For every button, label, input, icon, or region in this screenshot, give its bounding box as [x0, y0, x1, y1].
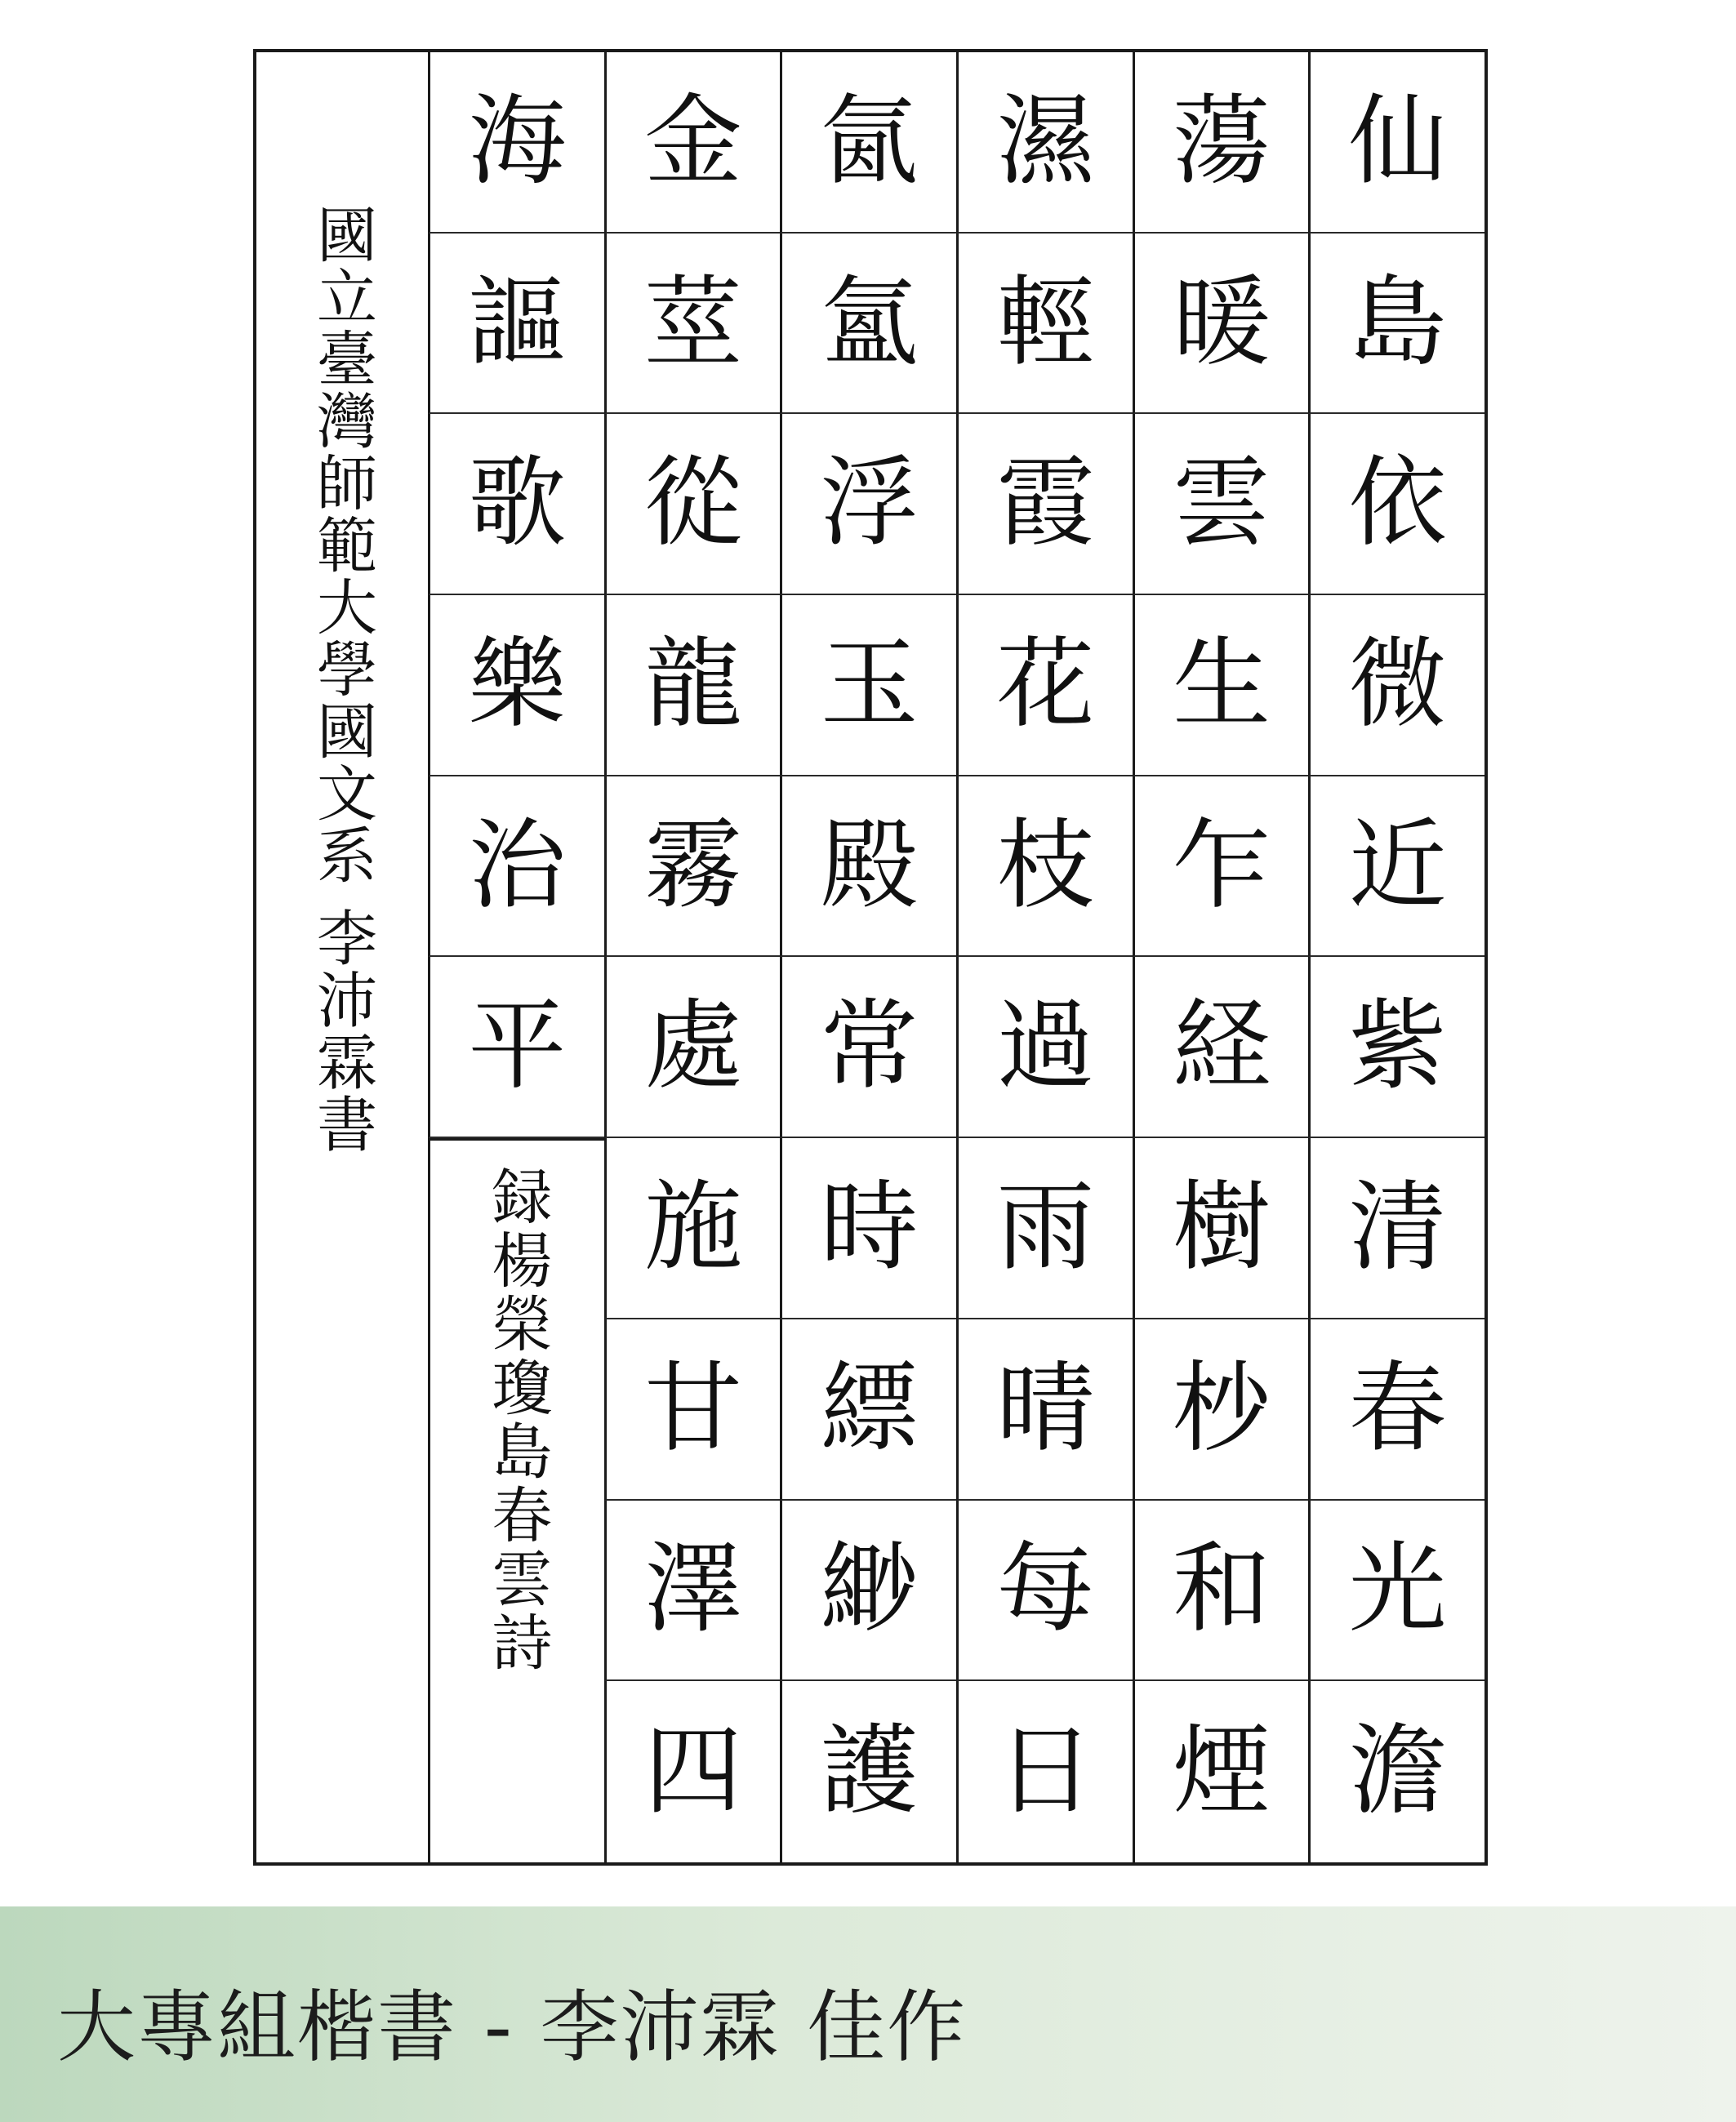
poem-character-cell: 霧: [604, 776, 781, 958]
poem-character-cell: 玉: [780, 595, 956, 776]
poem-character-cell: 依: [1308, 414, 1485, 595]
poem-character-cell: 歌: [428, 414, 604, 595]
poem-character-cell: 紫: [1308, 957, 1485, 1138]
poem-character-cell: 近: [1308, 776, 1485, 958]
caption-bar: [0, 1906, 1736, 2122]
poem-character-cell: 乍: [1133, 776, 1309, 958]
poem-character-cell: 雲: [1133, 414, 1309, 595]
poem-character-cell: 縹: [780, 1319, 956, 1501]
poem-character-cell: 杪: [1133, 1319, 1309, 1501]
poem-character-cell: 浮: [780, 414, 956, 595]
poem-character-cell: 每: [956, 1501, 1133, 1682]
background-watermark: [1266, 1915, 1707, 2119]
poem-character-cell: 樂: [428, 595, 604, 776]
poem-character-cell: 春: [1308, 1319, 1485, 1501]
poem-character-cell: 光: [1308, 1501, 1485, 1682]
poem-character-cell: 生: [1133, 595, 1309, 776]
poem-character-cell: 澤: [604, 1501, 781, 1682]
poem-character-cell: 濕: [956, 52, 1133, 234]
poem-character-cell: 雨: [956, 1138, 1133, 1319]
poem-character-cell: 晴: [956, 1319, 1133, 1501]
poem-character-cell: 過: [956, 957, 1133, 1138]
poem-character-cell: 莖: [604, 234, 781, 415]
poem-character-cell: 樹: [1133, 1138, 1309, 1319]
poem-character-cell: 處: [604, 957, 781, 1138]
poem-character-cell: 枝: [956, 776, 1133, 958]
caption-title: 大專組楷書 - 李沛霖 佳作: [57, 1982, 968, 2073]
poem-character-cell: 常: [780, 957, 956, 1138]
poem-character-cell: 蕩: [1133, 52, 1309, 234]
poem-character-cell: 甘: [604, 1319, 781, 1501]
poem-character-cell: 海: [428, 52, 604, 234]
poem-character-cell: 治: [428, 776, 604, 958]
poem-character-cell: 時: [780, 1138, 956, 1319]
poem-character-cell: 仙: [1308, 52, 1485, 234]
poem-character-cell: 花: [956, 595, 1133, 776]
poem-character-cell: 施: [604, 1138, 781, 1319]
poem-character-cell: 金: [604, 52, 781, 234]
poem-character-cell: 微: [1308, 595, 1485, 776]
poem-character-cell: 緲: [780, 1501, 956, 1682]
poem-character-cell: 氳: [780, 234, 956, 415]
poem-character-cell: 殿: [780, 776, 956, 958]
poem-character-cell: 和: [1133, 1501, 1309, 1682]
poem-character-cell: 從: [604, 414, 781, 595]
poem-character-cell: 日: [956, 1681, 1133, 1862]
poem-character-cell: 輕: [956, 234, 1133, 415]
character-grid: [428, 52, 1485, 1862]
poem-character-cell: 清: [1308, 1138, 1485, 1319]
poem-character-cell: 龍: [604, 595, 781, 776]
poem-character-cell: 暖: [1133, 234, 1309, 415]
calligraphy-sheet: [253, 49, 1488, 1866]
poem-character-cell: 霞: [956, 414, 1133, 595]
poem-character-cell: 島: [1308, 234, 1485, 415]
signature-text: 國立臺灣師範大學國文系 李沛霖書: [307, 203, 377, 1155]
poem-character-cell: 澹: [1308, 1681, 1485, 1862]
poem-character-cell: 平: [428, 957, 604, 1138]
poem-character-cell: 煙: [1133, 1681, 1309, 1862]
credit-column: [428, 1138, 604, 1862]
poem-character-cell: 四: [604, 1681, 781, 1862]
poem-character-cell: 経: [1133, 957, 1309, 1138]
poem-character-cell: 氤: [780, 52, 956, 234]
poem-character-cell: 護: [780, 1681, 956, 1862]
signature-column: [256, 52, 428, 1862]
poem-character-cell: 謳: [428, 234, 604, 415]
credit-text: 録楊榮瓊島春雲詩: [482, 1165, 553, 1675]
